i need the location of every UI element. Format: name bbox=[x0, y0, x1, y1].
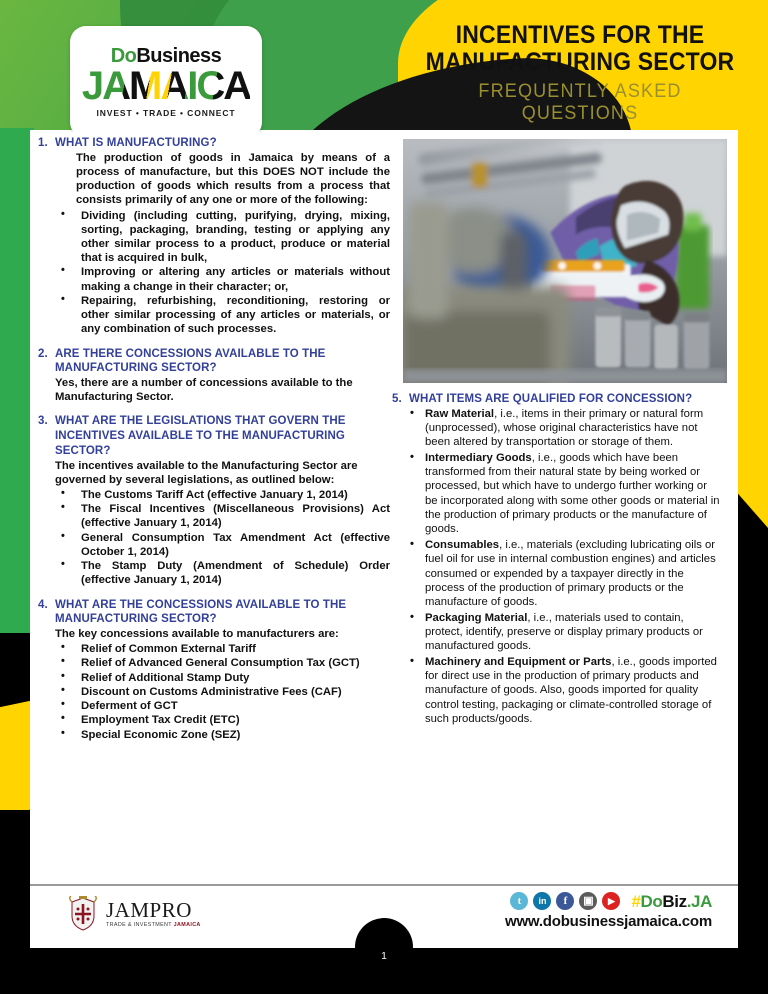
list-item: • The Fiscal Incentives (Miscellaneous Provisions) Act (effective January 1, 2014) bbox=[55, 502, 390, 530]
question-4-heading bbox=[38, 598, 390, 627]
question-1-heading bbox=[38, 136, 390, 151]
dobiz-hashtag bbox=[631, 893, 712, 910]
question-3-body bbox=[38, 459, 390, 588]
question-2-number: 2. bbox=[38, 347, 48, 360]
youtube-icon[interactable]: ▶ bbox=[602, 892, 620, 910]
tumblr-icon[interactable]: t bbox=[510, 892, 528, 910]
question-block-2 bbox=[38, 347, 390, 405]
list-item bbox=[410, 655, 722, 727]
list-item: • Improving or altering any articles or materials without making a change in their character; or, bbox=[55, 265, 390, 293]
question-4-bullets bbox=[38, 642, 390, 742]
list-item: • Repairing, refurbishing, reconditioning, restoring or other similar processing of any articles or materials, or any combination of such processes. bbox=[55, 294, 390, 337]
question-block-1 bbox=[38, 136, 390, 337]
question-2-heading bbox=[38, 347, 390, 376]
header-title-block bbox=[410, 22, 750, 125]
list-item: • Relief of Common External Tariff bbox=[55, 642, 390, 656]
list-item: • General Consumption Tax Amendment Act (effective October 1, 2014) bbox=[55, 531, 390, 559]
hashtag-ja: .JA bbox=[686, 891, 712, 911]
item-text: , i.e., goods imported for direct use in the production of primary products and manufacture of goods. Also, goods imported for quality control testing, packaging or climate-controlled storage of such products/goods. bbox=[425, 655, 717, 725]
list-item: • The Customs Tariff Act (effective January 1, 2014) bbox=[55, 488, 390, 502]
jampro-wordmark: JAMPRO bbox=[106, 897, 192, 922]
item-text: , i.e., materials (excluding lubricating oils or fuel oil for use in internal combustion engines) and articles consumed or expended by a taxpayer directly in the process of the production of primary products or the manufacture of goods. bbox=[425, 538, 716, 609]
photo-illustration bbox=[403, 139, 727, 383]
list-item bbox=[410, 451, 722, 537]
left-stripe-black-lower bbox=[0, 810, 34, 928]
left-stripe-black-upper bbox=[0, 633, 34, 705]
question-4-body bbox=[38, 627, 390, 742]
item-term: Raw Material bbox=[425, 407, 495, 420]
logo-text-do: Do bbox=[110, 45, 137, 67]
left-flag-stripe bbox=[0, 128, 34, 928]
logo-line-dobusiness bbox=[111, 46, 222, 66]
left-stripe-green bbox=[0, 128, 34, 638]
list-item: • Special Economic Zone (SEZ) bbox=[55, 728, 390, 742]
item-text: , i.e., materials used to contain, protect, identify, preserve or display primary products or manufactured goods. bbox=[425, 611, 703, 653]
facebook-icon[interactable]: f bbox=[556, 892, 574, 910]
page-number: 1 bbox=[381, 951, 387, 962]
question-4-intro: The key concessions available to manufacturers are: bbox=[55, 628, 339, 640]
logo-text-jamaica: JAMAICA bbox=[81, 64, 251, 108]
jampro-subtitle bbox=[106, 923, 201, 928]
header-title-line-1: INCENTIVES FOR THE bbox=[455, 21, 705, 49]
page-number-badge bbox=[355, 918, 413, 976]
list-item: • Discount on Customs Administrative Fees (CAF) bbox=[55, 685, 390, 699]
question-2-body bbox=[38, 376, 390, 404]
question-5-number: 5. bbox=[392, 393, 402, 405]
footer-right-block bbox=[505, 892, 712, 930]
question-2-title: ARE THERE CONCESSIONS AVAILABLE TO THE MANUFACTURING SECTOR? bbox=[55, 347, 326, 375]
item-text: , i.e., goods which have been transformed from their natural state by being worked or processed, but which have to undergo further working or be incorporated along with some other goods or material in the production of primary products or the manufacture of goods. bbox=[425, 451, 720, 536]
social-icons-row bbox=[505, 892, 712, 910]
question-5-bullets bbox=[392, 407, 722, 727]
right-column bbox=[392, 392, 722, 736]
question-3-intro: The incentives available to the Manufacturing Sector are governed by several legislations, as outlined below: bbox=[55, 459, 358, 486]
question-block-3 bbox=[38, 414, 390, 587]
question-3-heading bbox=[38, 414, 390, 458]
hashtag-biz: Biz bbox=[662, 891, 687, 911]
jamaica-coat-of-arms-icon bbox=[68, 896, 98, 932]
item-term: Consumables bbox=[425, 538, 500, 551]
page-header bbox=[0, 0, 768, 132]
website-url[interactable]: www.dobusinessjamaica.com bbox=[504, 913, 712, 930]
jampro-logo bbox=[68, 896, 201, 932]
question-4-number: 4. bbox=[38, 598, 48, 611]
header-title-line-2: MANUFACTURING SECTOR bbox=[425, 48, 735, 76]
linkedin-icon[interactable]: in bbox=[533, 892, 551, 910]
jampro-subtitle-a: TRADE & INVESTMENT bbox=[106, 921, 172, 928]
footer-divider bbox=[30, 884, 738, 886]
hashtag-do: Do bbox=[640, 891, 663, 911]
left-column bbox=[38, 136, 390, 752]
question-1-title: WHAT IS MANUFACTURING? bbox=[55, 137, 217, 149]
question-1-number: 1. bbox=[38, 137, 48, 149]
question-3-number: 3. bbox=[38, 415, 48, 428]
list-item: • Relief of Advanced General Consumption Tax (GCT) bbox=[55, 656, 390, 670]
instagram-icon[interactable]: ▣ bbox=[579, 892, 597, 910]
dobusiness-jamaica-logo bbox=[70, 26, 262, 132]
list-item: • Deferment of GCT bbox=[55, 699, 390, 713]
list-item bbox=[410, 611, 722, 654]
item-text: , i.e., items in their primary or natural form (unprocessed), whose original characteristics have not been altered by transportation or storage of them. bbox=[425, 407, 704, 449]
question-block-5 bbox=[392, 392, 722, 726]
question-5-title: WHAT ITEMS ARE QUALIFIED FOR CONCESSION? bbox=[409, 393, 693, 405]
question-1-intro: The production of goods in Jamaica by means of a process of manufacture, but this DOES NOT include the production of goods which results from a process that consists primarily of any one or more of the following: bbox=[76, 151, 390, 207]
list-item bbox=[410, 538, 722, 610]
header-subtitle: FREQUENTLY ASKED QUESTIONS bbox=[478, 81, 682, 124]
question-block-4 bbox=[38, 598, 390, 742]
content-panel bbox=[30, 130, 738, 885]
question-3-title: WHAT ARE THE LEGISLATIONS THAT GOVERN THE INCENTIVES AVAILABLE TO THE MANUFACTURING SECTOR? bbox=[55, 415, 346, 457]
question-1-bullets bbox=[38, 209, 390, 337]
question-1-body bbox=[38, 151, 390, 337]
jampro-text-block bbox=[106, 897, 201, 928]
logo-text-business: Business bbox=[136, 45, 222, 67]
question-5-heading bbox=[392, 392, 722, 407]
item-term: Machinery and Equipment or Parts bbox=[425, 655, 612, 668]
item-term: Packaging Material bbox=[425, 611, 528, 624]
list-item: • The Stamp Duty (Amendment of Schedule) Order (effective January 1, 2014) bbox=[55, 559, 390, 587]
list-item: • Relief of Additional Stamp Duty bbox=[55, 671, 390, 685]
manufacturing-photo bbox=[400, 136, 730, 386]
question-4-title: WHAT ARE THE CONCESSIONS AVAILABLE TO THE MANUFACTURING SECTOR? bbox=[55, 598, 347, 626]
list-item bbox=[410, 407, 722, 450]
list-item: • Employment Tax Credit (ETC) bbox=[55, 713, 390, 727]
logo-tagline: INVEST • TRADE • CONNECT bbox=[96, 108, 236, 118]
item-term: Intermediary Goods bbox=[425, 451, 532, 464]
question-3-bullets bbox=[38, 488, 390, 588]
jampro-subtitle-b: JAMAICA bbox=[173, 921, 201, 928]
left-stripe-yellow bbox=[0, 700, 34, 818]
list-item: • Dividing (including cutting, purifying, drying, mixing, sorting, packaging, branding, testing or applying any other similar process to a product, produce or material that is acquired in bulk, bbox=[55, 209, 390, 266]
question-2-intro: Yes, there are a number of concessions available to the Manufacturing Sector. bbox=[55, 377, 353, 404]
hashtag-symbol: # bbox=[631, 891, 641, 911]
